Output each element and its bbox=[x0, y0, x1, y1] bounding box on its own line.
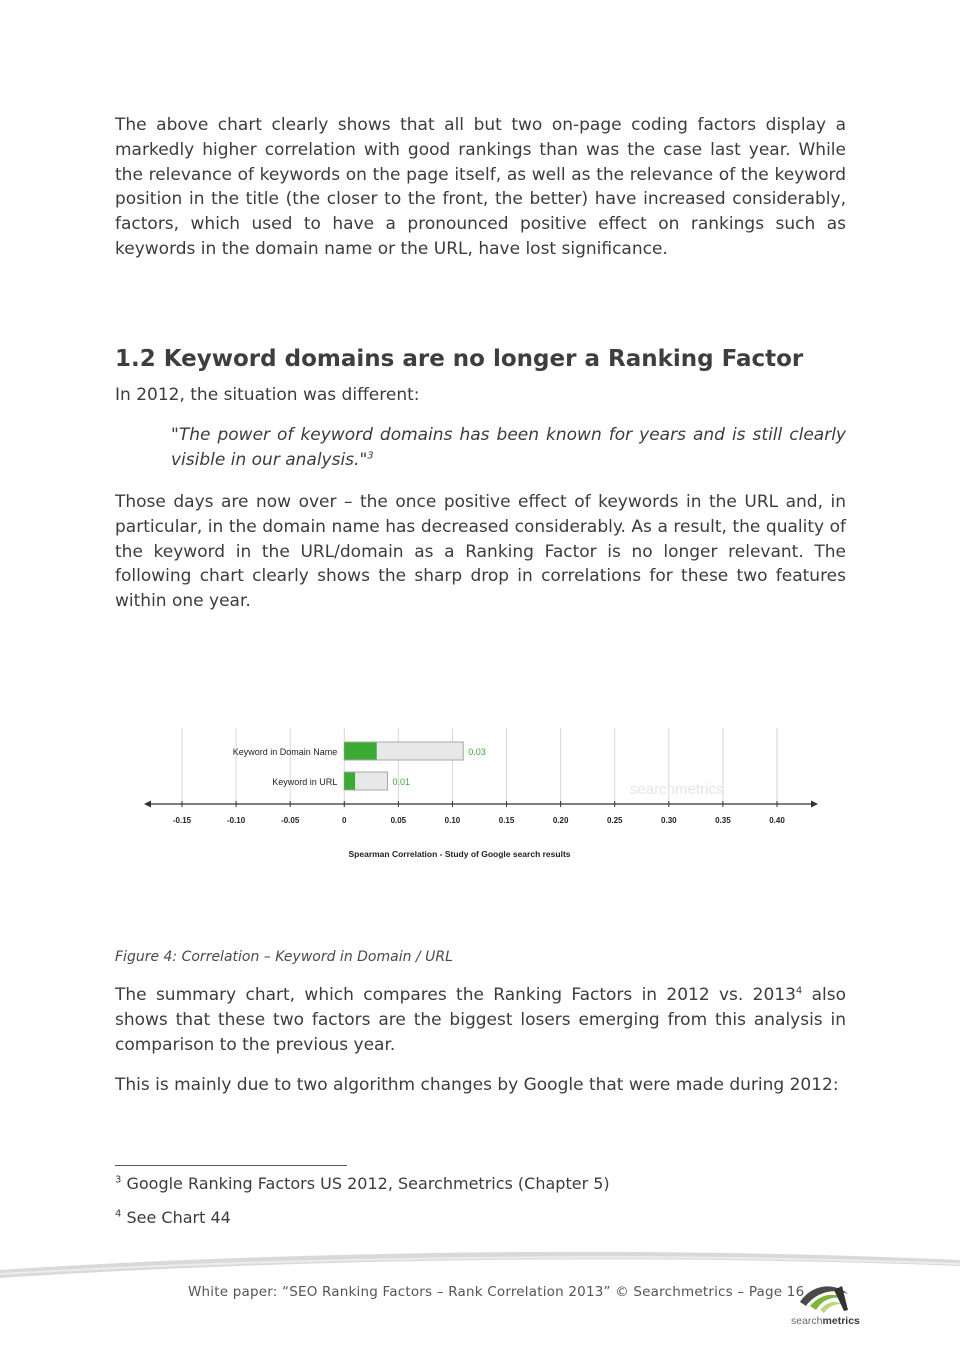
paragraph-intro: The above chart clearly shows that all but two on-page coding factors display a markedly higher correlation with good rankings than was the case last year. While the relevance of keywords on the page itself, as well as the relevance of the keyword position in the title (the closer to the front, the better) have increased considerably, factors, which used to have a pronounced positive effect on rankings such as keywords in the domain name or the URL, have lost significance. bbox=[115, 115, 846, 259]
x-tick-label: 0.30 bbox=[661, 816, 677, 825]
bar-current bbox=[344, 773, 355, 790]
quote-text: The power of keyword domains has been known for years and is still clearly visible in our analysis. bbox=[171, 425, 846, 470]
value-label: 0.03 bbox=[468, 747, 486, 757]
chart-watermark: searchmetrics bbox=[630, 781, 724, 798]
x-tick-label: 0 bbox=[342, 816, 347, 825]
paragraph-days-over: Those days are now over – the once positive effect of keywords in the URL and, in particular, in the domain name has decreased considerably. As a result, the quality of the keyword in the URL/domain as a Ranking Factor is no longer relevant. The following chart clearly shows the sharp drop in correlations for these two features within one year. bbox=[115, 492, 846, 612]
chart-bars bbox=[233, 742, 486, 790]
section-heading: 1.2 Keyword domains are no longer a Ranking Factor bbox=[115, 346, 804, 372]
x-tick-label: -0.10 bbox=[226, 816, 246, 825]
footnote-divider bbox=[115, 1165, 347, 1166]
bar-current bbox=[344, 743, 376, 760]
searchmetrics-logo-text bbox=[791, 1315, 860, 1327]
footnote-number: 3 bbox=[115, 1174, 122, 1186]
summary-text-a: The summary chart, which compares the Ranking Factors in 2012 vs. 2013 bbox=[115, 985, 796, 1005]
footnote-text: See Chart 44 bbox=[121, 1208, 231, 1227]
x-tick-label: 0.20 bbox=[552, 816, 569, 825]
paragraph-algorithm: This is mainly due to two algorithm changes by Google that were made during 2012: bbox=[115, 1075, 839, 1095]
x-tick-label: 0.05 bbox=[390, 816, 407, 825]
paragraph-2012: In 2012, the situation was different: bbox=[115, 385, 420, 405]
footnote-text: Google Ranking Factors US 2012, Searchmetrics (Chapter 5) bbox=[121, 1174, 610, 1193]
x-tick-label: -0.05 bbox=[281, 816, 300, 825]
footer-text: White paper: “SEO Ranking Factors – Rank Correlation 2013” © Searchmetrics – Page 16 bbox=[188, 1284, 805, 1300]
value-label: 0.01 bbox=[392, 777, 411, 787]
logo-text-a: search bbox=[791, 1315, 823, 1327]
paragraph-summary bbox=[115, 983, 846, 1057]
block-quote bbox=[171, 423, 846, 473]
x-axis-arrow-left bbox=[144, 801, 151, 808]
x-tick-label: 0.10 bbox=[444, 816, 461, 825]
quote-open: " bbox=[171, 425, 179, 445]
x-axis-label: Spearman Correlation - Study of Google search results bbox=[348, 849, 571, 859]
category-label: Keyword in Domain Name bbox=[232, 747, 338, 757]
x-tick-label: 0.25 bbox=[606, 816, 623, 825]
footnote-ref-4: 4 bbox=[795, 985, 803, 997]
x-tick-label: 0.15 bbox=[498, 816, 515, 825]
footnote-3 bbox=[115, 1174, 610, 1193]
x-axis-arrow-right bbox=[811, 801, 818, 808]
logo-text-b: metrics bbox=[822, 1315, 860, 1327]
quote-close: " bbox=[359, 450, 368, 470]
footnote-4 bbox=[115, 1208, 231, 1227]
footnote-ref-3: 3 bbox=[367, 450, 374, 462]
summary-text-b: also shows that these two factors are the biggest losers emerging from this analysis in comparison to the previous year. bbox=[115, 985, 846, 1055]
footer-swoosh bbox=[0, 1238, 960, 1283]
x-tick-label: 0.35 bbox=[715, 816, 731, 825]
x-tick-label: 0.40 bbox=[769, 816, 785, 825]
correlation-chart bbox=[130, 720, 830, 870]
category-label: Keyword in URL bbox=[272, 777, 338, 787]
figure-caption: Figure 4: Correlation – Keyword in Domain / URL bbox=[115, 949, 453, 965]
footnote-number: 4 bbox=[115, 1208, 122, 1220]
x-tick-label: -0.15 bbox=[172, 816, 192, 825]
